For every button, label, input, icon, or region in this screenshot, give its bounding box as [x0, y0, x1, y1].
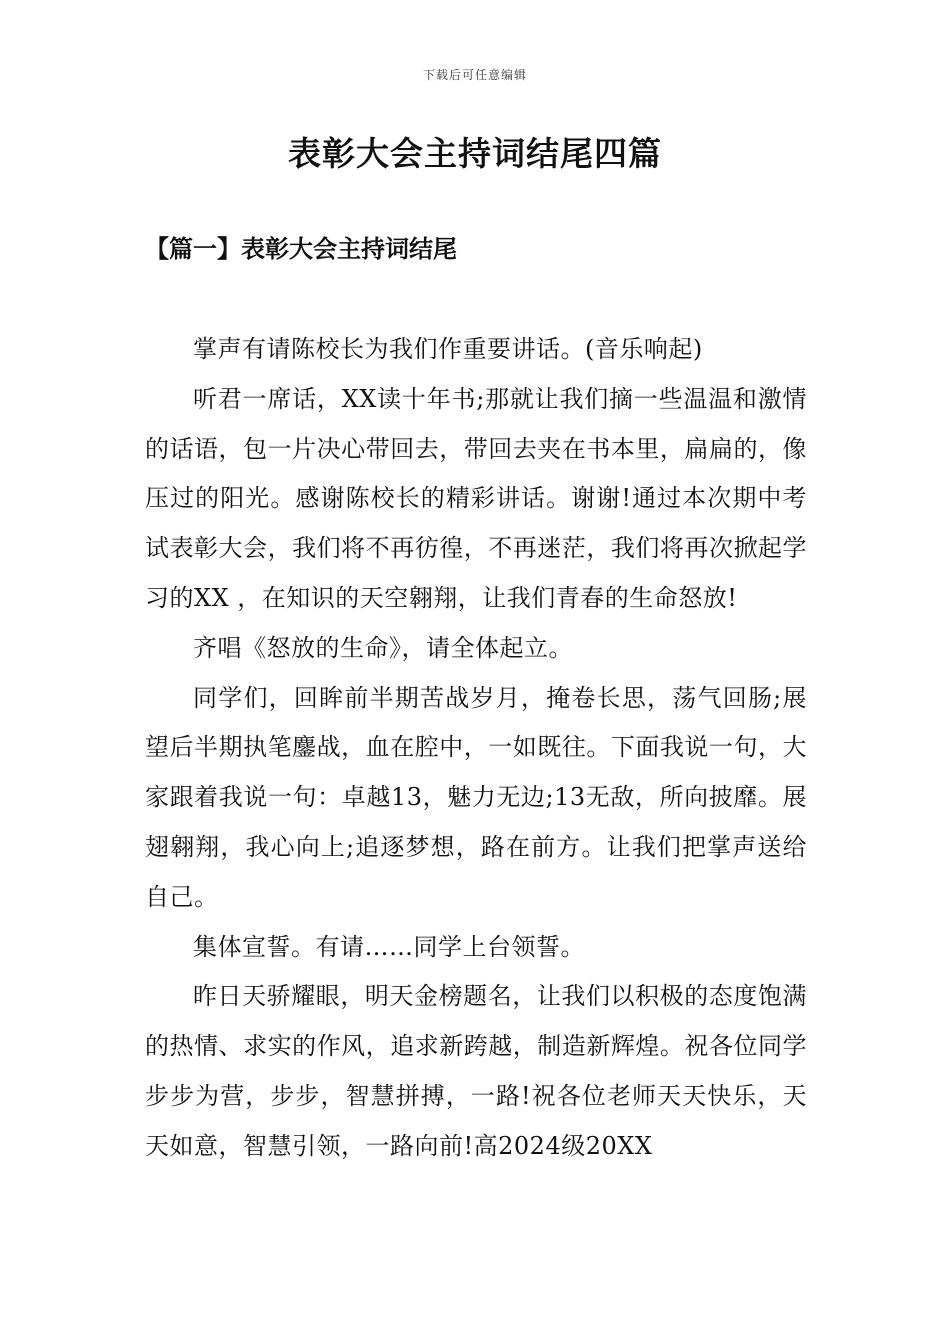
paragraph-3: 齐唱《怒放的生命》，请全体起立。 — [193, 633, 573, 662]
document-title: 表彰大会主持词结尾四篇 — [288, 134, 662, 173]
document-body — [145, 325, 807, 1172]
paragraph-2: 听君一席话，XX读十年书;那就让我们摘一些温温和激情的话语，包一片决心带回去，带回去夹在书本里，扁扁的，像压过的阳光。感谢陈校长的精彩讲话。谢谢!通过本次期中考试表彰大会，我们将不再彷徨，不再迷茫，我们将再次掀起学习的XX ，在知识的天空翱翔，让我们青春的生命怒放! — [145, 384, 807, 612]
paragraph-5: 集体宣誓。有请……同学上台领誓。 — [193, 932, 585, 961]
header-note: 下载后可任意编辑 — [422, 68, 527, 82]
paragraph-1: 掌声有请陈校长为我们作重要讲话。(音乐响起) — [193, 335, 703, 363]
paragraph-4: 同学们，回眸前半期苦战岁月，掩卷长思，荡气回肠;展望后半期执笔鏖战，血在腔中，一如既往。下面我说一句，大家跟着我说一句：卓越13，魅力无边;13无敌，所向披靡。展翅翱翔，我心向上;追逐梦想，路在前方。让我们把掌声送给自己。 — [145, 683, 807, 911]
section-heading: 【篇一】表彰大会主持词结尾 — [145, 234, 457, 263]
paragraph-6: 昨日天骄耀眼，明天金榜题名，让我们以积极的态度饱满的热情、求实的作风，追求新跨越，制造新辉煌。祝各位同学步步为营，步步，智慧拼搏，一路!祝各位老师天天快乐，天天如意，智慧引领，一路向前!高2024级20XX — [145, 982, 807, 1160]
